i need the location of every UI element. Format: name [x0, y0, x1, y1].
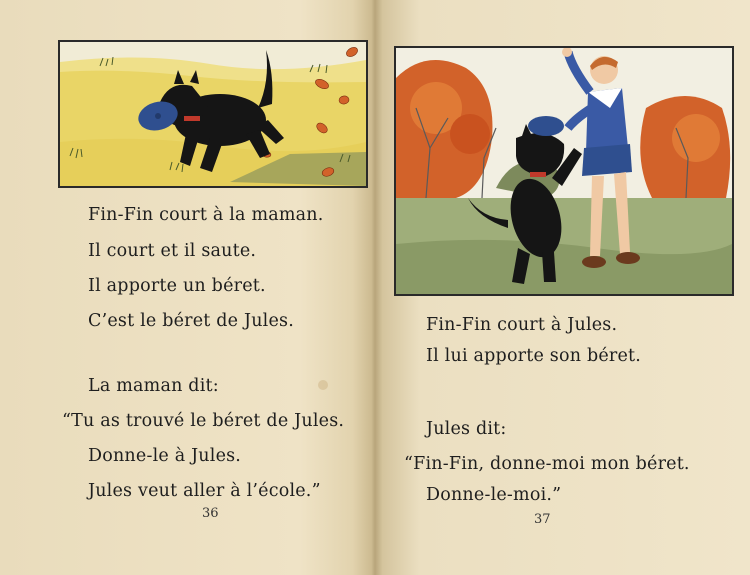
right-line-4: “Fin-Fin, donne-moi mon béret. [404, 454, 690, 474]
left-line-4: C’est le béret de Jules. [88, 311, 294, 331]
left-line-2: Il court et il saute. [88, 241, 257, 261]
boy-and-dog-illustration [394, 46, 734, 296]
left-line-6: “Tu as trouvé le béret de Jules. [62, 411, 345, 431]
right-line-2: Il lui apporte son béret. [426, 346, 642, 366]
paper-stain [318, 380, 328, 390]
right-page-number: 37 [534, 512, 551, 527]
right-page [378, 0, 750, 575]
left-line-7: Donne-le à Jules. [88, 446, 242, 466]
right-line-3: Jules dit: [426, 419, 507, 439]
left-line-5: La maman dit: [88, 376, 219, 396]
left-line-1: Fin-Fin court à la maman. [88, 205, 324, 225]
left-line-8: Jules veut aller à l’école.” [88, 481, 321, 501]
dog-carrying-beret-illustration [58, 40, 368, 188]
right-line-1: Fin-Fin court à Jules. [426, 315, 618, 335]
left-line-3: Il apporte un béret. [88, 276, 266, 296]
left-page-number: 36 [202, 506, 219, 521]
right-line-5: Donne-le-moi.” [426, 485, 562, 505]
left-page [0, 0, 372, 575]
